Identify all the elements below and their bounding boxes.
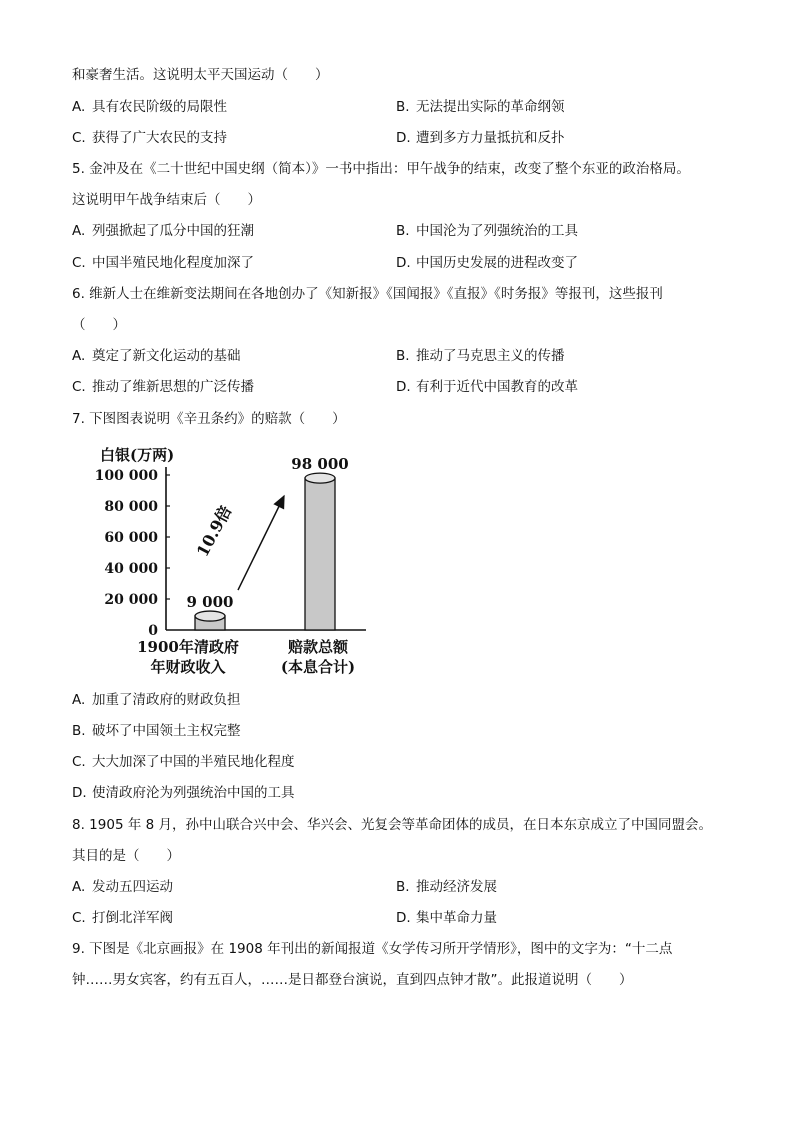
q7-option-a[interactable]: A. 加重了清政府的财政负担	[72, 692, 241, 708]
q4-stem: 和豪奢生活。这说明太平天国运动（ ）	[72, 67, 329, 83]
q6-option-c[interactable]: C. 推动了维新思想的广泛传播	[72, 379, 254, 395]
x-category-label: (本息合计)	[280, 658, 356, 676]
bar-value-label: 9 000	[186, 593, 234, 612]
q7-stem: 7. 下图图表说明《辛丑条约》的赔款（ ）	[72, 411, 346, 427]
y-tick-label: 80 000	[104, 499, 158, 515]
growth-arrow	[238, 496, 284, 590]
q5-stem-line1: 5. 金冲及在《二十世纪中国史纲（简本）》一书中指出：甲午战争的结束，改变了整个东亚的政治格局。	[72, 161, 690, 177]
growth-multiplier-annotation: 10.9倍	[192, 502, 236, 560]
q4-option-c[interactable]: C. 获得了广大农民的支持	[72, 130, 227, 146]
y-tick-label: 60 000	[104, 530, 158, 546]
q4-option-b[interactable]: B. 无法提出实际的革命纲领	[396, 99, 565, 115]
q6-option-b[interactable]: B. 推动了马克思主义的传播	[396, 348, 565, 364]
y-tick-label: 20 000	[104, 592, 158, 608]
q6-stem-line1: 6. 维新人士在维新变法期间在各地创办了《知新报》《国闻报》《直报》《时务报》等报刊，这些报刊	[72, 286, 663, 302]
q8-option-d[interactable]: D. 集中革命力量	[396, 910, 497, 926]
q8-stem-line2: 其目的是（ ）	[72, 848, 180, 864]
bar	[305, 473, 335, 630]
y-axis-label: 白银(万两)	[100, 446, 175, 464]
x-category-label: 赔款总额	[287, 638, 349, 656]
q8-stem-line1: 8. 1905 年 8 月，孙中山联合兴中会、华兴会、光复会等革命团体的成员，在日本东京成立了中国同盟会。	[72, 817, 712, 833]
q9-stem-line2: 钟……男女宾客，约有五百人，……是日都登台演说，直到四点钟才散”。此报道说明（ ）	[72, 972, 633, 988]
q9-stem-line1: 9. 下图是《北京画报》在 1908 年刊出的新闻报道《女学传习所开学情形》，图中的文字为：“十二点	[72, 941, 673, 957]
q6-option-a[interactable]: A. 奠定了新文化运动的基础	[72, 348, 241, 364]
q4-option-d[interactable]: D. 遭到多方力量抵抗和反扑	[396, 130, 565, 146]
y-tick-label: 0	[148, 623, 158, 639]
q7-option-b[interactable]: B. 破坏了中国领土主权完整	[72, 723, 241, 739]
q6-stem-line2: （ ）	[72, 317, 126, 333]
q8-option-b[interactable]: B. 推动经济发展	[396, 879, 497, 895]
q5-stem-line2: 这说明甲午战争结束后（ ）	[72, 192, 261, 208]
indemnity-bar-chart	[88, 440, 378, 685]
q7-option-c[interactable]: C. 大大加深了中国的半殖民地化程度	[72, 754, 295, 770]
q5-option-b[interactable]: B. 中国沦为了列强统治的工具	[396, 223, 578, 239]
bar-value-label: 98 000	[291, 455, 349, 474]
q8-option-a[interactable]: A. 发动五四运动	[72, 879, 173, 895]
q5-option-a[interactable]: A. 列强掀起了瓜分中国的狂潮	[72, 223, 254, 239]
y-tick-label: 40 000	[104, 561, 158, 577]
q5-option-c[interactable]: C. 中国半殖民地化程度加深了	[72, 255, 254, 271]
q6-option-d[interactable]: D. 有利于近代中国教育的改革	[396, 379, 578, 395]
q7-option-d[interactable]: D. 使清政府沦为列强统治中国的工具	[72, 785, 295, 801]
bar	[195, 611, 225, 630]
q5-option-d[interactable]: D. 中国历史发展的进程改变了	[396, 255, 578, 271]
y-tick-label: 100 000	[94, 468, 158, 484]
x-category-label: 1900年清政府	[137, 638, 239, 656]
q8-option-c[interactable]: C. 打倒北洋军阀	[72, 910, 173, 926]
x-category-label: 年财政收入	[150, 658, 226, 676]
q4-option-a[interactable]: A. 具有农民阶级的局限性	[72, 99, 227, 115]
